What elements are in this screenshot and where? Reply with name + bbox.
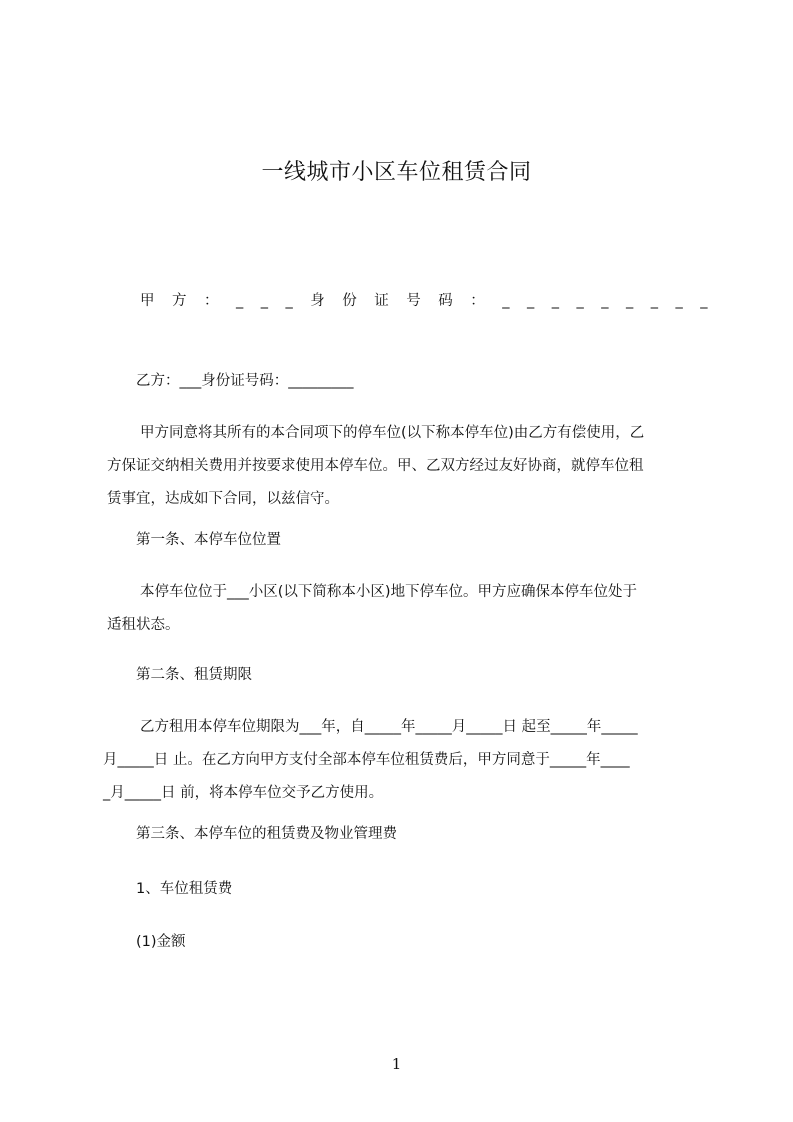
article-2-line-1: 乙方租用本停车位期限为___年，自_____年_____月_____日 起至_____年_____ — [140, 719, 638, 735]
party-b-line: 乙方：___身份证号码：_________ — [136, 373, 354, 389]
party-a-line: 甲方：___身份证号码：_________ — [140, 293, 725, 309]
intro-line-3: 赁事宜，达成如下合同，以兹信守。 — [107, 491, 339, 507]
article-1-heading: 第一条、本停车位位置 — [136, 532, 281, 548]
article-2-line-2: 月_____日 止。在乙方向甲方支付全部本停车位租赁费后，甲方同意于_____年____ — [103, 752, 630, 768]
intro-line-2: 方保证交纳相关费用并按要求使用本停车位。甲、乙双方经过友好协商，就停车位租 — [107, 458, 644, 474]
document-title: 一线城市小区车位租赁合同 — [261, 159, 532, 185]
article-2-line-3: _月_____日 前，将本停车位交予乙方使用。 — [103, 785, 384, 801]
article-3-heading: 第三条、本停车位的租赁费及物业管理费 — [136, 826, 397, 842]
article-1-line-1: 本停车位位于___小区(以下简称本小区)地下停车位。甲方应确保本停车位处于 — [140, 584, 638, 600]
article-1-paragraph — [107, 576, 637, 642]
article-3-subheading-1: 1、车位租赁费 — [136, 881, 233, 897]
article-2-heading: 第二条、租赁期限 — [136, 667, 252, 683]
article-2-paragraph — [103, 711, 638, 810]
intro-line-1: 甲方同意将其所有的本合同项下的停车位(以下称本停车位)由乙方有偿使用，乙 — [140, 425, 645, 441]
article-3-subheading-1a: (1)金额 — [136, 934, 186, 950]
article-1-line-2: 适租状态。 — [107, 617, 180, 633]
intro-paragraph — [107, 417, 644, 516]
page-number: 1 — [391, 1055, 402, 1073]
